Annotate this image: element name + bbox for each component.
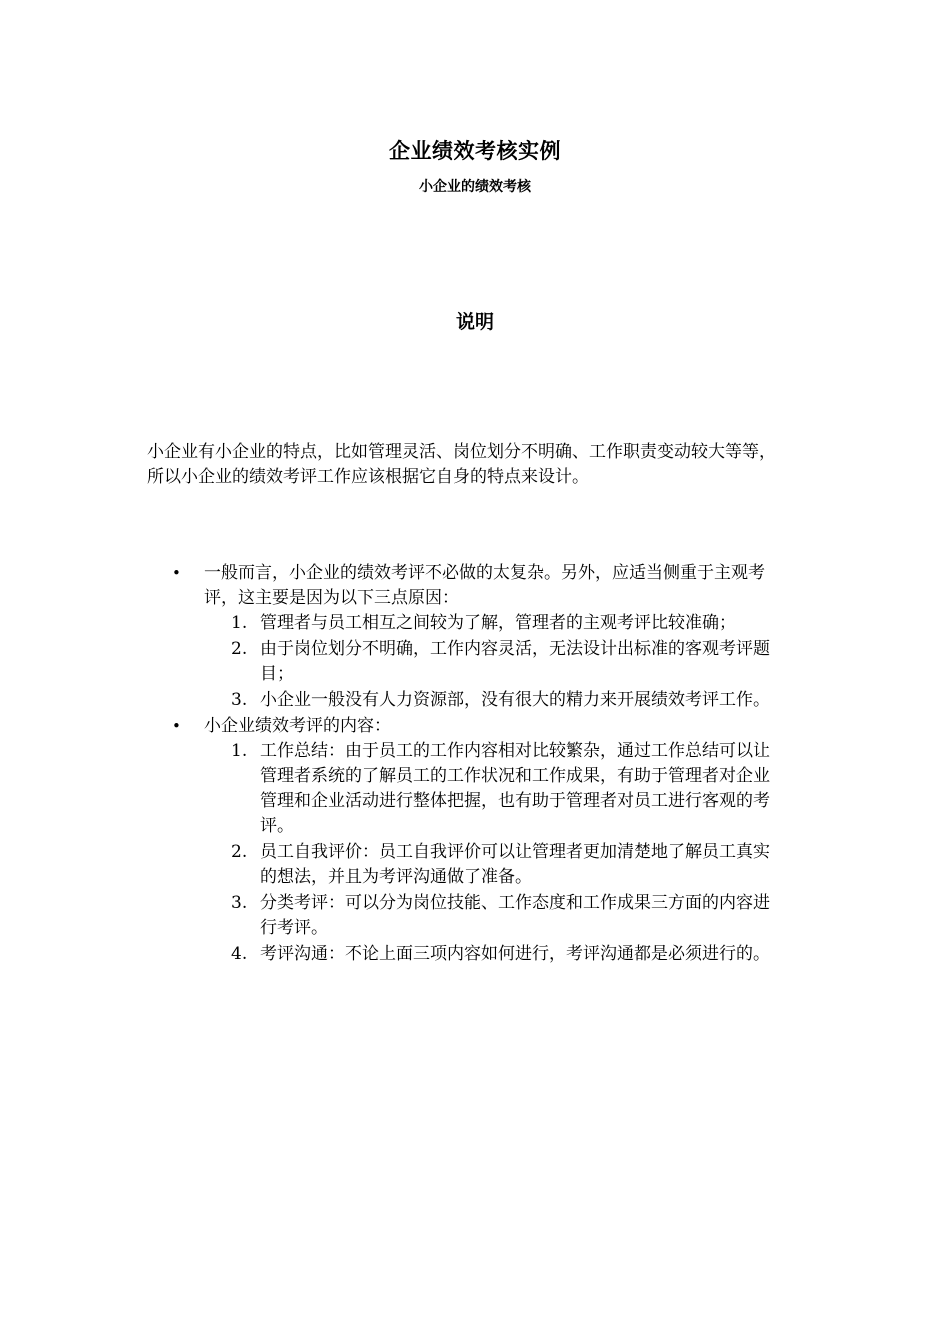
list-item-text: 分类考评：可以分为岗位技能、工作态度和工作成果三方面的内容进行考评。 bbox=[260, 893, 770, 938]
intro-paragraph: 小企业有小企业的特点，比如管理灵活、岗位划分不明确、工作职责变动较大等等，所以小企业的绩效考评工作应该根据它自身的特点来设计。 bbox=[147, 442, 776, 487]
list-item-number: 4. bbox=[231, 944, 248, 964]
bullet-list bbox=[0, 561, 950, 968]
list-item bbox=[204, 840, 780, 890]
list-item bbox=[204, 739, 780, 839]
list-item bbox=[204, 688, 780, 713]
list-item-text: 小企业一般没有人力资源部，没有很大的精力来开展绩效考评工作。 bbox=[260, 690, 770, 710]
bullet-text: 一般而言，小企业的绩效考评不必做的太复杂。另外，应适当侧重于主观考评，这主要是因为以下三点原因： bbox=[204, 563, 765, 608]
list-item bbox=[204, 611, 780, 636]
list-item-number: 1. bbox=[231, 741, 248, 761]
list-item-number: 1. bbox=[231, 613, 248, 633]
content-list bbox=[204, 739, 780, 967]
section-heading: 说明 bbox=[455, 311, 494, 333]
document-title: 企业绩效考核实例 bbox=[389, 139, 561, 163]
list-item-text: 管理者与员工相互之间较为了解，管理者的主观考评比较准确； bbox=[260, 613, 736, 633]
reasons-list bbox=[204, 611, 780, 713]
list-item-number: 3. bbox=[231, 893, 248, 913]
bullet-marker: • bbox=[172, 717, 181, 735]
bullet-marker: • bbox=[172, 564, 181, 582]
list-item-text: 由于岗位划分不明确，工作内容灵活，无法设计出标准的客观考评题目； bbox=[260, 639, 770, 684]
list-item-number: 2. bbox=[231, 842, 248, 862]
list-item-number: 2. bbox=[231, 639, 248, 659]
list-item-text: 员工自我评价：员工自我评价可以让管理者更加清楚地了解员工真实的想法，并且为考评沟通做了准备。 bbox=[260, 842, 770, 887]
document-subtitle: 小企业的绩效考核 bbox=[419, 179, 531, 195]
list-item-text: 考评沟通：不论上面三项内容如何进行，考评沟通都是必须进行的。 bbox=[260, 944, 770, 964]
list-item bbox=[204, 637, 780, 687]
list-item-number: 3. bbox=[231, 690, 248, 710]
list-item bbox=[204, 942, 780, 967]
bullet-item-content bbox=[0, 714, 780, 967]
bullet-text: 小企业绩效考评的内容： bbox=[204, 716, 391, 736]
list-item-text: 工作总结：由于员工的工作内容相对比较繁杂，通过工作总结可以让管理者系统的了解员工的工作状况和工作成果，有助于管理者对企业管理和企业活动进行整体把握，也有助于管理者对员工进行客观的考评。 bbox=[260, 741, 770, 836]
list-item bbox=[204, 891, 780, 941]
bullet-item-reasons bbox=[0, 561, 780, 713]
